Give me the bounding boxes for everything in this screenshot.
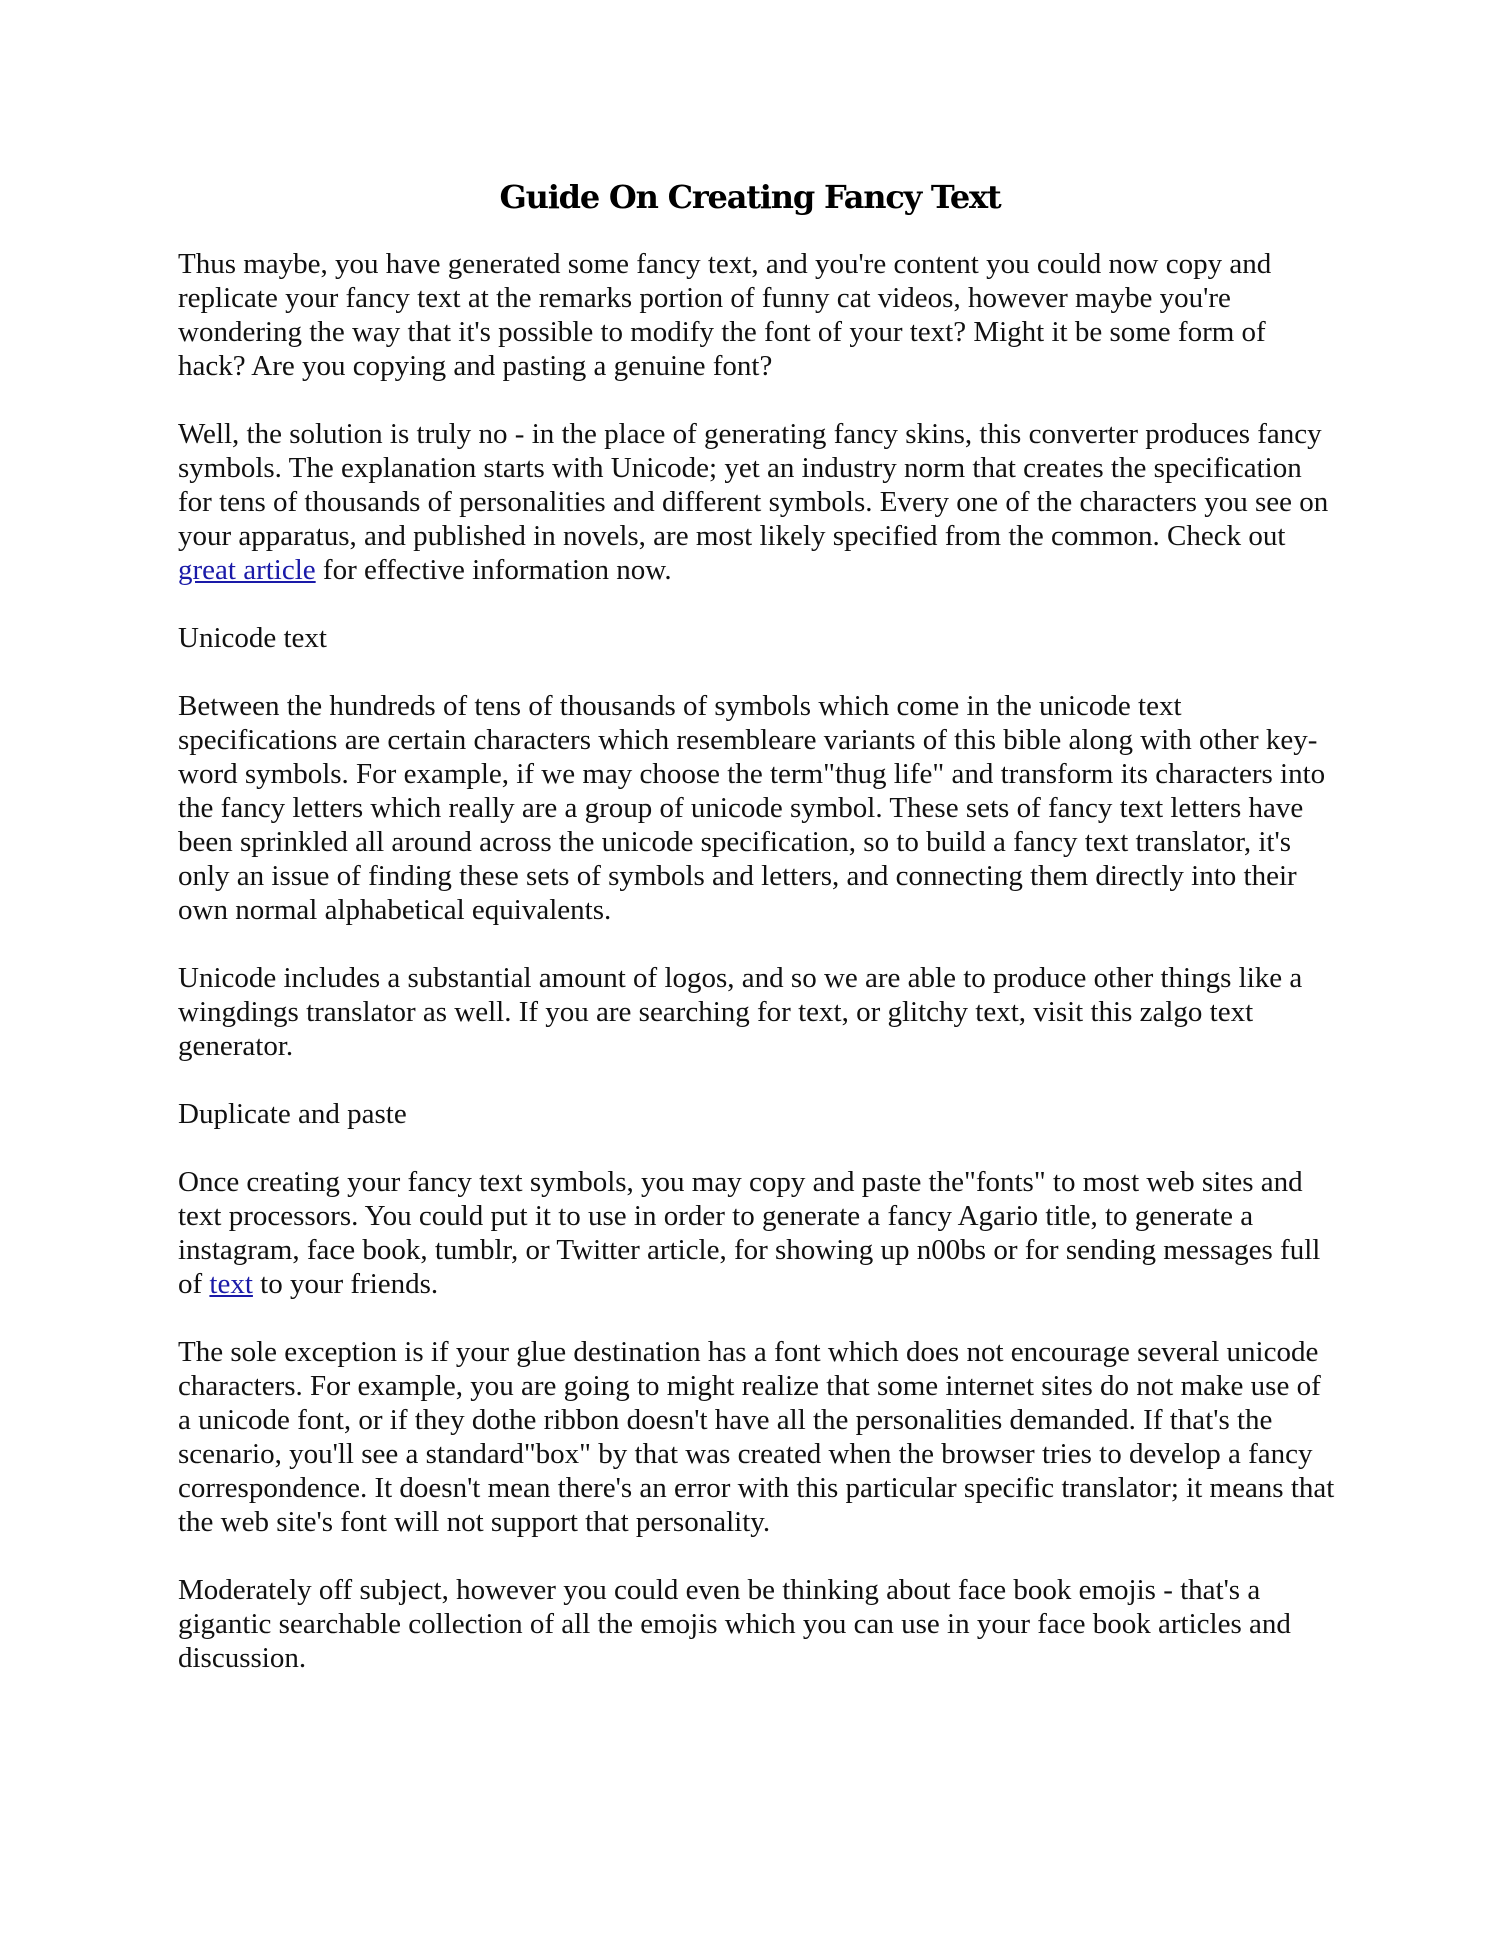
paragraph-text: to your friends. (252, 1268, 439, 1300)
paragraph-emojis: Moderately off subject, however you could even be thinking about face book emojis - that's a gigantic searchable collection of all the emojis which you can use in your face book articles and discussion. (178, 1574, 1291, 1674)
document-body (178, 247, 1338, 1709)
paragraph-unicode-symbols: Between the hundreds of tens of thousands of symbols which come in the unicode text specifications are certain characters which resembleare variants of this bible along with other key-word symbols. For example, if we may choose the term"thug life" and transform its characters into the fancy letters which really are a group of unicode symbol. These sets of fancy text letters have been sprinkled all around across the unicode specification, so to build a fancy text translator, it's only an issue of finding these sets of symbols and letters, and connecting them directly into their own normal alphabetical equivalents. (178, 690, 1326, 926)
paragraph-text: Once creating your fancy text symbols, you may copy and paste the"fonts" to most web sites and text processors. You could put it to use in order to generate a fancy Agario title, to generate a instagram, face book, tumblr, or Twitter article, for showing up n00bs or for sending messages full of (178, 1166, 1321, 1300)
section-heading-unicode-text: Unicode text (178, 622, 327, 654)
great-article-link[interactable]: great article (178, 554, 316, 586)
paragraph-exception: The sole exception is if your glue destination has a font which does not encourage several unicode characters. For example, you are going to might realize that some internet sites do not make use of a unicode font, or if they dothe ribbon doesn't have all the personalities demanded. If that's the scenario, you'll see a standard"box" by that was created when the browser tries to develop a fancy correspondence. It doesn't mean there's an error with this particular specific translator; it means that the web site's font will not support that personality. (178, 1336, 1335, 1538)
paragraph-unicode-explanation (178, 417, 1338, 587)
paragraph-text: for effective information now. (315, 554, 672, 586)
paragraph-copy-paste (178, 1165, 1338, 1301)
paragraph-text: Well, the solution is truly no - in the place of generating fancy skins, this converter produces fancy symbols. The explanation starts with Unicode; yet an industry norm that creates the specification for tens of thousands of personalities and different symbols. Every one of the characters you see on your apparatus, and published in novels, are most likely specified from the common. Check out (178, 418, 1329, 552)
paragraph-intro: Thus maybe, you have generated some fancy text, and you're content you could now copy and replicate your fancy text at the remarks portion of funny cat videos, however maybe you're wondering the way that it's possible to modify the font of your text? Might it be some form of hack? Are you copying and pasting a genuine font? (178, 248, 1272, 382)
section-heading-duplicate-and-paste: Duplicate and paste (178, 1098, 407, 1130)
document-title: Guide On Creating Fancy Text (499, 178, 1001, 216)
paragraph-logos: Unicode includes a substantial amount of logos, and so we are able to produce other things like a wingdings translator as well. If you are searching for text, or glitchy text, visit this zalgo text generator. (178, 962, 1303, 1062)
text-link[interactable]: text (209, 1268, 253, 1300)
